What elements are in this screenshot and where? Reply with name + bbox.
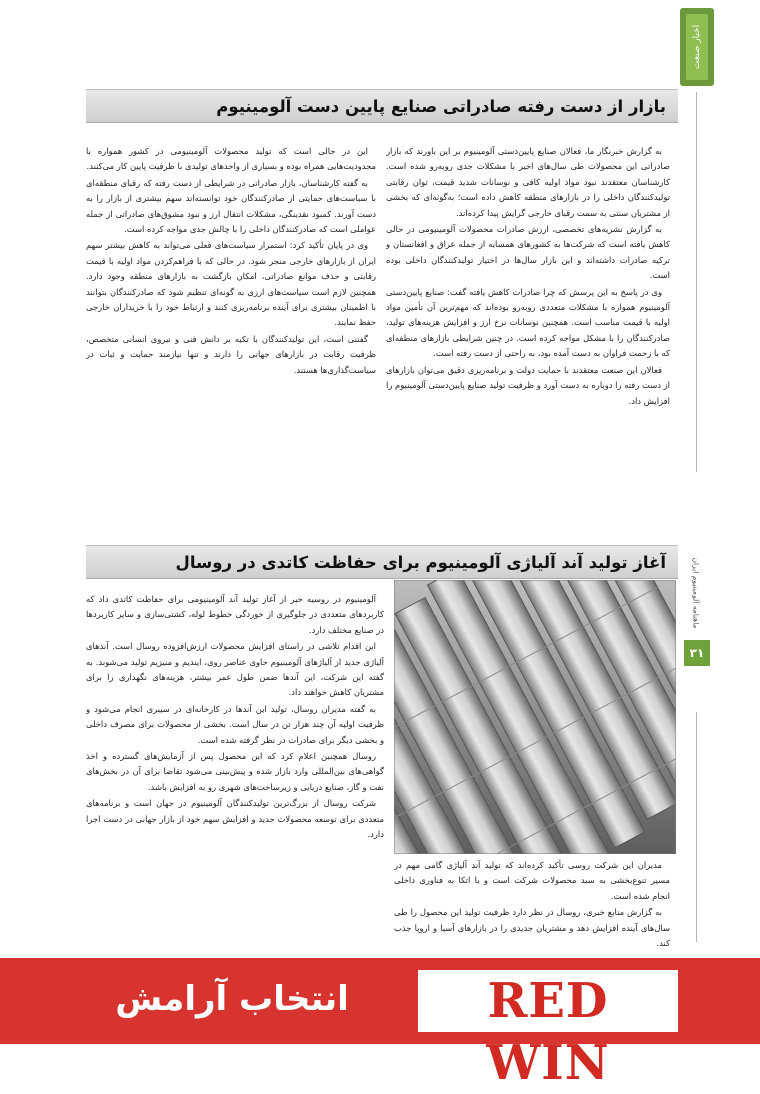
ingots-illustration [394, 580, 676, 854]
section-tab-label: اخبار صنعت [692, 24, 702, 70]
paragraph: وی در پایان تأکید کرد: استمرار سیاست‌های فعلی می‌تواند به کاهش بیشتر سهم ایران از بازارهای خارجی منجر شود. در حالی که با فراهم‌کردن مواد اولیه با قیمت رقابتی و حذف موانع صادراتی، امکان بازگشت به بازارهای منطقه وجود دارد. همچنین لازم است سیاست‌های ارزی به گونه‌ای تنظیم شود که صادرکنندگان بتوانند با اطمینان بیشتری برای آینده برنامه‌ریزی کنند و ارتباط خود را با خریداران خارجی حفظ نمایند. [86, 240, 376, 328]
paragraph: به گزارش نشریه‌های تخصصی، ارزش صادرات محصولات آلومینیومی در حالی کاهش یافته است که شرکت‌ها به کشورهای همسایه از جمله عراق و افغانستان و ترکیه صادرات داشته‌اند و این بازار سال‌ها در اختیار تولیدکنندگان داخلی بوده است. [386, 224, 670, 281]
ad-logo-box [418, 970, 678, 1091]
running-head-text: ماهنامه آلومینیوم ایران [691, 557, 701, 629]
paragraph: به گفته کارشناسان، بازار صادراتی در شرایطی از دست رفته که رقبای منطقه‌ای با سیاست‌های حمایتی از صادرکنندگان خود توانسته‌اند سهم بیشتری از بازار را به دست آورند. کمبود نقدینگی، مشکلات انتقال ارز و نبود مشوق‌های صادراتی از جمله عواملی است که صادرکنندگان داخلی را با چالش جدی مواجه کرده است. [86, 177, 376, 235]
article2-headline: آغاز تولید آند آلیاژی آلومینیوم برای حفاظت کاتدی در روسال [86, 545, 678, 579]
paragraph: مدیران این شرکت روسی تأکید کرده‌اند که تولید آند آلیاژی گامی مهم در مسیر تنوع‌بخشی به سبد محصولات شرکت است و با اتکا به فناوری داخلی انجام شده است. [394, 860, 670, 901]
article2-column-left [86, 592, 384, 947]
paragraph: به گزارش خبرنگار ما، فعالان صنایع پایین‌دستی آلومینیوم بر این باورند که بازار صادراتی این محصولات طی سال‌های اخیر با مشکلات جدی روبه‌رو شده است. کارشناسان معتقدند نبود مواد اولیه کافی و نوسانات شدید قیمت، توان رقابتی تولیدکنندگان داخلی را در بازارهای منطقه کاهش داده است؛ به‌گونه‌ای که بخشی از مشتریان سنتی به سمت رقبای خارجی گرایش پیدا کرده‌اند. [386, 146, 670, 218]
paragraph: به گزارش منابع خبری، روسال در نظر دارد ظرفیت تولید این محصول را طی سال‌های آینده افزایش دهد و مشتریان جدیدی را در بازارهای آسیا و اروپا جذب کند. [394, 907, 670, 949]
paragraph: آلومینیوم در روسیه خبر از آغاز تولید آند آلومینیومی برای حفاظت کاتدی داد که کاربردهای متعددی در جلوگیری از خوردگی خطوط لوله، کشتی‌سازی و سایر کاربردها در صنایع مختلف دارد. [86, 594, 384, 635]
article1-column-left [86, 144, 376, 539]
paragraph: این در حالی است که تولید محصولات آلومینیومی در کشور همواره با محدودیت‌هایی همراه بوده و بسیاری از واحدهای تولیدی با ظرفیت پایین کار می‌کنند. [86, 146, 376, 172]
ad-tagline: انتخاب آرامش [115, 979, 349, 1019]
paragraph: فعالان این صنعت معتقدند با حمایت دولت و برنامه‌ریزی دقیق می‌توان بازارهای از دست رفته را دوباره به دست آورد و ظرفیت تولید صنایع پایین‌دستی آلومینیوم را افزایش داد. [386, 364, 670, 406]
section-tab-inner [686, 14, 708, 80]
paragraph: شرکت روسال از بزرگ‌ترین تولیدکنندگان آلومینیوم در جهان است و برنامه‌های متعددی برای توسعه محصولات جدید و افزایش سهم خود از بازار جهانی در دست اجرا دارد. [86, 798, 384, 840]
running-head [689, 478, 703, 708]
margin-rule-top [696, 92, 697, 472]
paragraph: وی در پاسخ به این پرسش که چرا صادرات کاهش یافته گفت: صنایع پایین‌دستی آلومینیوم همواره با مشکلات متعددی روبه‌رو بوده‌اند که مهم‌ترین آن تأمین مواد اولیه با قیمت مناسب است. همچنین نوسانات نرخ ارز و افزایش هزینه‌های تولید، صادرکنندگان را با مشکل مواجه کرده است. در چنین شرایطی بازارهای منطقه‌ای که با زحمت فراوان به دست آمده بود، به راحتی از دست رفته است. [386, 286, 670, 359]
advertisement-banner[interactable] [0, 958, 760, 1091]
paragraph: روسال همچنین اعلام کرد که این محصول پس از آزمایش‌های گسترده و اخذ گواهی‌های بین‌المللی وارد بازار شده و پیش‌بینی می‌شود تقاضا برای آن در بخش‌های نفت و گاز، صنایع دریایی و زیرساخت‌های شهری رو به افزایش باشد. [86, 751, 384, 792]
aluminium-ingots-photo [394, 580, 676, 854]
page-number: ۳۱ [684, 640, 710, 666]
paragraph: این اقدام تلاشی در راستای افزایش محصولات ارزش‌افزوده روسال است. آندهای آلیاژی جدید از آلیاژهای آلومینیوم حاوی عناصر روی، ایندیم و منیزیم تولید می‌شوند. به گفته این شرکت، این آندها ضمن طول عمر بیشتر، هزینه‌های نگهداری را برای مشتریان کاهش خواهند داد. [86, 641, 384, 698]
paragraph: گفتنی است، این تولیدکنندگان با تکیه بر دانش فنی و نیروی انسانی متخصص، ظرفیت رقابت در بازارهای جهانی را دارند و تنها نیازمند حمایت و ثبات در سیاست‌گذاری‌ها هستند. [86, 333, 376, 375]
article1-headline: بازار از دست رفته صادراتی صنایع پایین دست آلومینیوم [86, 89, 678, 123]
redwin-logo: RED WIN [486, 973, 610, 1091]
margin-rule-bottom [696, 712, 697, 942]
section-tab [680, 8, 714, 86]
paragraph: به گفته مدیران روسال، تولید این آندها در کارخانه‌ای در سیبری انجام می‌شود و ظرفیت اولیه آن چند هزار تن در سال است. بخشی از محصولات برای مصرف داخلی و بخشی دیگر برای صادرات در نظر گرفته شده است. [86, 703, 384, 745]
article2-column-right [394, 858, 670, 950]
article1-column-right [386, 144, 670, 539]
